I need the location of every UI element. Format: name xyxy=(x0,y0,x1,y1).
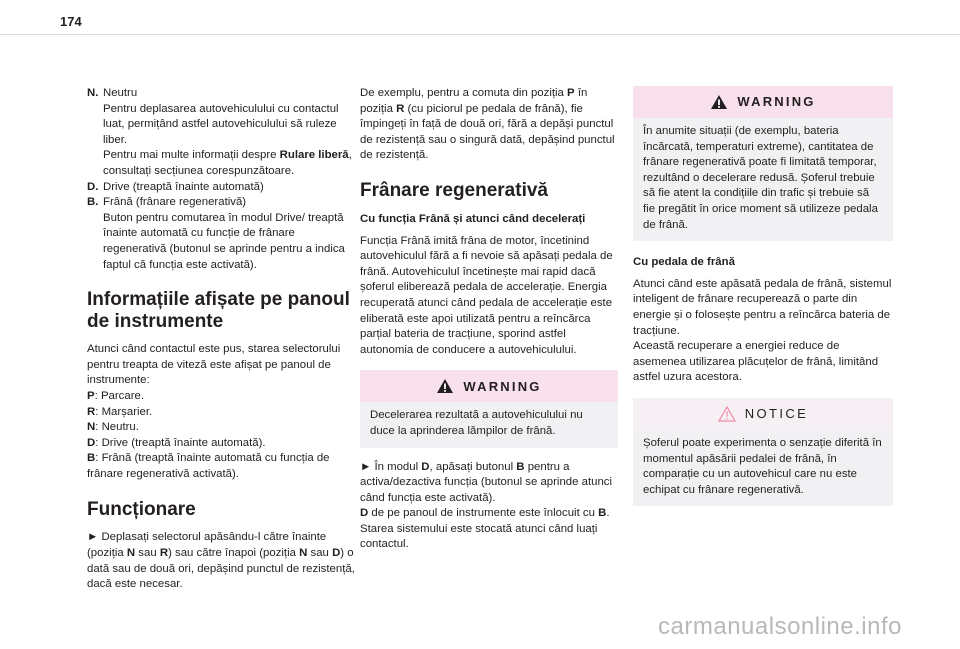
regen-text: Funcția Frână imită frâna de motor, încetinind autovehiculul fără a fi nevoie să apăsați pedala de frână. Autovehiculul încetinește mai rapid dacă șoferul eliberează pedala de accelerație. Energia recuperată atunci când pedala de accelerație este eliberată este apoi utilizată pentru a reîncărca parțial bateria de tracțiune, sporind astfel autonomia de conducere a autovehiculului. xyxy=(360,234,613,356)
warning-body: În anumite situații (de exemplu, bateria încărcată, temperaturi extreme), cantitatea de frânare regenerativă poate fi limitată temporar, rezultând o decelerare redusă. Șoferul trebuie să fie atent la condițiile din trafic și trebuie să fie pregătit în orice moment să utilizeze pedala de frână. xyxy=(643,125,878,231)
definition-text: Pentru deplasarea autovehiculului cu contactul luat, permițând astfel autovehiculului să ruleze liber. xyxy=(103,102,339,146)
warning-box xyxy=(360,370,618,447)
warning-header xyxy=(633,86,893,118)
state-b: B: Frână (treaptă înainte automată cu funcția de frânare regenerativă activată). xyxy=(87,452,330,480)
subheading-pedal: Cu pedala de frână xyxy=(633,256,735,269)
subheading-decel: Cu funcția Frână și atunci când decelerați xyxy=(360,212,586,225)
warning-box xyxy=(633,86,893,241)
func-text: ► Deplasați selectorul apăsându-l către înainte (poziția N sau R) sau către înapoi (poziția N sau D) o dată sau de două ori, depășind punctul de rezistență, dacă este necesar. xyxy=(87,531,355,591)
state-r: R: Marșarier. xyxy=(87,405,153,418)
notice-title: NOTICE xyxy=(744,406,809,422)
state-n: N: Neutru. xyxy=(87,421,139,434)
warning-icon xyxy=(710,94,728,110)
state-p: P: Parcare. xyxy=(87,389,144,402)
notice-body: Șoferul poate experimenta o senzație diferită în momentul apăsării pedalei de frână, în comparație cu un autovehicul care nu este echipat cu frânare regenerativă. xyxy=(643,436,882,496)
example-text: De exemplu, pentru a comuta din poziția P în poziția R (cu piciorul pe pedala de frână), fie împingeți în față de două ori, fără a depăși punctul de rezistență sau o singură dată, depășind punctul de rezistență. xyxy=(360,87,615,162)
panel-text: D de pe panoul de instrumente este înlocuit cu B. xyxy=(360,507,610,520)
warning-body: Decelerarea rezultată a autovehiculului nu duce la aprinderea lămpilor de frână. xyxy=(370,409,583,437)
stored-text: Starea sistemului este stocată atunci când luați contactul. xyxy=(360,522,598,551)
definition-key: N. xyxy=(87,87,99,99)
section-heading-info: Informațiile afișate pe panoul de instrumente xyxy=(87,289,350,333)
pedal-text: Atunci când este apăsată pedala de frână, sistemul inteligent de frânare recuperează o parte din energie și o folosește pentru a reîncărca bateria de tracțiune. xyxy=(633,277,892,337)
definition-d xyxy=(87,180,355,196)
notice-box xyxy=(633,398,893,506)
warning-header xyxy=(360,370,618,402)
definition-text: Buton pentru comutarea în modul Drive/ treaptă înainte automată cu funcție de frânare regenerativă (butonul se aprinde pentru a indica faptul că funcția este activată). xyxy=(103,211,345,271)
warning-title: WARNING xyxy=(463,378,542,394)
definition-n xyxy=(87,86,355,180)
watermark: carmanualsonline.info xyxy=(658,613,902,640)
notice-icon xyxy=(718,406,736,422)
column-2 xyxy=(360,86,618,553)
definition-title: Drive (treaptă înainte automată) xyxy=(103,180,264,193)
state-d: D: Drive (treaptă înainte automată). xyxy=(87,436,266,449)
warning-title: WARNING xyxy=(737,94,816,110)
info-intro: Atunci când contactul este pus, starea selectorului pentru treapta de viteză este afișat pe panoul de instrumente: xyxy=(87,343,341,387)
definition-key: D. xyxy=(87,180,99,193)
definition-title: Neutru xyxy=(103,87,138,99)
section-heading-regen: Frânare regenerativă xyxy=(360,179,548,201)
header-divider xyxy=(0,34,960,35)
mode-text: ► În modul D, apăsați butonul B pentru a activa/dezactiva funcția (butonul se aprinde atunci când funcția este activată). xyxy=(360,460,613,504)
definition-title: Frână (frânare regenerativă) xyxy=(103,196,247,209)
section-heading-func: Funcționare xyxy=(87,499,196,521)
column-3 xyxy=(633,86,893,506)
notice-header xyxy=(633,398,893,430)
pedal-text-2: Această recuperare a energiei reduce de asemenea utilizarea plăcuțelor de frână, limitând astfel uzura acestora. xyxy=(633,340,879,384)
column-1 xyxy=(87,86,355,593)
definition-b xyxy=(87,195,355,273)
warning-icon xyxy=(436,378,454,394)
page-number: 174 xyxy=(60,14,82,29)
definition-key: B. xyxy=(87,196,99,209)
definition-text: Pentru mai multe informații despre Rulare liberă, consultați secțiunea corespunzătoare. xyxy=(103,149,352,177)
